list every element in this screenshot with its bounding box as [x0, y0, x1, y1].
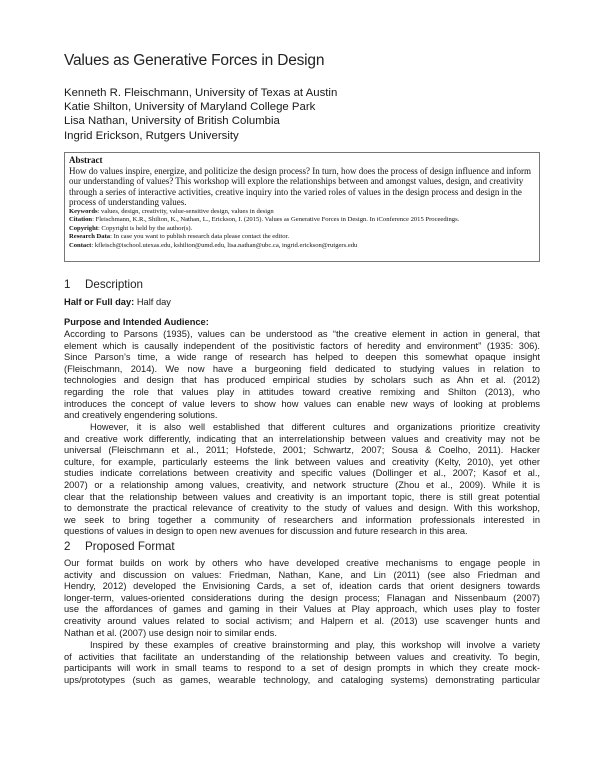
section-2-heading [64, 540, 175, 553]
text-line: Hendry, 2012) developed the Envisioning Cards, a set of, ideation cards that orient designers towards [64, 581, 540, 592]
author-line: Kenneth R. Fleischmann, University of Texas at Austin [64, 87, 338, 99]
section-1-paragraph-2 [64, 422, 540, 538]
keywords-text: : values, design, creativity, value-sensitive design, values in design [97, 207, 274, 215]
text-line: culture, for example, particularly esteems the link between values and creativity (Kelty, 2010), yet other [64, 456, 540, 467]
text-line: 2007) or a relationship among values, creativity, and network structure (Zhou et al., 2009). While it is [64, 479, 540, 490]
text-line: we seek to bring together a community of researchers and information professionals interested in [64, 514, 540, 525]
text-line: Our format builds on work by others who have developed creative mechanisms to engage people in [64, 558, 540, 568]
text-line: universal (Fleischmann et al., 2011; Hofstede, 2001; Schwartz, 2007; Sousa & Coelho, 2011). Hacker [64, 445, 540, 456]
research-data-label: Research Data [69, 233, 111, 241]
abstract-box [64, 152, 540, 262]
text-line: However, it is also well established that different cultures and organizations prioritize creativity [90, 422, 540, 432]
text-line: activity and discussion on values: Friedman, Nathan, Kane, and Lin (2011) (see also Friedman and [64, 569, 540, 580]
text-line: of activities that facilitate an understanding of the relationship between values and creativity. To begin, [64, 651, 540, 662]
contact-text: : kfleisch@ischool.utexas.edu, kshilton@umd.edu, lisa.nathan@ubc.ca, ingrid.erickson@rutgers.edu [91, 241, 358, 249]
text-line: According to Parsons (1935), values can be understood as “the creative element in action in general, that [64, 329, 540, 339]
section-2-paragraph-1 [64, 558, 540, 639]
text-line: introduces the concept of value levers to show how values can enable new ways of looking at problems [64, 398, 540, 409]
citation-text: : Fleischmann, K.R., Shilton, K., Nathan, L., Erickson, I. (2015). Values as Generative Forces in Design. In iConference 2015 Proceedings. [92, 216, 460, 224]
text-line: technologies and design that has produced empirical studies by scholars such as Ahn et al. (2012) [64, 375, 540, 386]
section-number: 2 [64, 540, 71, 553]
abstract-citation [69, 216, 535, 224]
abstract-research-data [69, 233, 535, 241]
author-line: Katie Shilton, University of Maryland College Park [64, 101, 316, 114]
abstract-heading: Abstract [69, 155, 103, 165]
abstract-keywords [69, 208, 535, 216]
copyright-label: Copyright [69, 224, 98, 232]
citation-label: Citation [69, 216, 93, 224]
text-line: use the affordances of games and gaming in their Values at Play approach, which uses play to foster [64, 604, 540, 615]
text-line: regarding the role that values play in attitudes toward creative remixing and Shilton (2013), who [64, 386, 540, 397]
section-2-paragraph-2 [64, 640, 540, 686]
text-line: and creative work differently, indicating that an interrelationship between values and creativity may not be [64, 433, 540, 444]
text-line: and creatively engendering solutions. [64, 410, 218, 421]
text-line: (Fleischmann, 2014). We now have a burgeoning field dedicated to studying values in relation to [64, 363, 540, 374]
contact-label: Contact [69, 241, 92, 249]
text-line: clear that the relationship between values and creativity is an important topic, there is still great potential [64, 491, 540, 502]
section-title: Proposed Format [85, 540, 175, 553]
author-list [64, 86, 337, 143]
section-1-paragraph-1 [64, 329, 540, 422]
abstract-body: How do values inspire, energize, and politicize the design process? In turn, how does the process of design influence and inform our understanding of values? This workshop will explore the relationships between and amongst values, design, and creativity through a series of interactive activities, creative inquiry into the varied roles of values in the design process and design in the process of understanding values. [69, 165, 531, 208]
author-line: Lisa Nathan, University of British Columbia [64, 115, 280, 128]
text-line: studies indicate correlations between creativity and specific values (Dollinger et al., 2007; Kasof et al., [64, 468, 540, 479]
section-title: Description [85, 278, 143, 291]
half-full-day-line [64, 297, 171, 307]
text-line: questions of values in design to open new avenues for discussion and future research in this area. [64, 526, 468, 537]
copyright-text: : Copyright is held by the author(s). [97, 224, 193, 232]
text-line: Nathan et al. (2007) use design noir to similar ends. [64, 627, 277, 638]
text-line: element which is causally independent of the positivistic factors of heredity and environment” (1935: 306). [64, 340, 540, 351]
author-line: Ingrid Erickson, Rutgers University [64, 129, 239, 142]
text-line: to demonstrate the practical relevance of creativity to the study of values and design. With this workshop, [64, 503, 540, 514]
half-full-day-label: Half or Full day: [64, 297, 135, 307]
text-line: Inspired by these examples of creative brainstorming and play, this workshop will involve a variety [90, 640, 540, 650]
text-line: participants will work in small teams to respond to a set of design prompts in which they create mock- [64, 663, 540, 674]
abstract-contact [69, 242, 535, 250]
paper-title: Values as Generative Forces in Design [64, 52, 325, 69]
keywords-label: Keywords [69, 207, 98, 215]
research-data-text: : In case you want to publish research data please contact the editor. [110, 233, 289, 241]
section-number: 1 [64, 278, 71, 291]
purpose-heading: Purpose and Intended Audience: [64, 317, 209, 327]
abstract-copyright [69, 225, 535, 233]
text-line: ups/prototypes (such as games, wearable technology, and cataloging systems) demonstrating particular [64, 674, 540, 685]
half-full-day-value: Half day [134, 297, 171, 307]
text-line: Since Parson’s time, a wide range of research has helped to deepen this somewhat opaque insight [64, 352, 540, 363]
text-line: longer-term, values-oriented considerations during the design process; Flanagan and Nissenbaum (2007) [64, 592, 540, 603]
section-1-heading [64, 278, 143, 291]
text-line: creativity around values related to social activism; and Halpern et al. (2013) use scavenger hunts and [64, 615, 540, 626]
